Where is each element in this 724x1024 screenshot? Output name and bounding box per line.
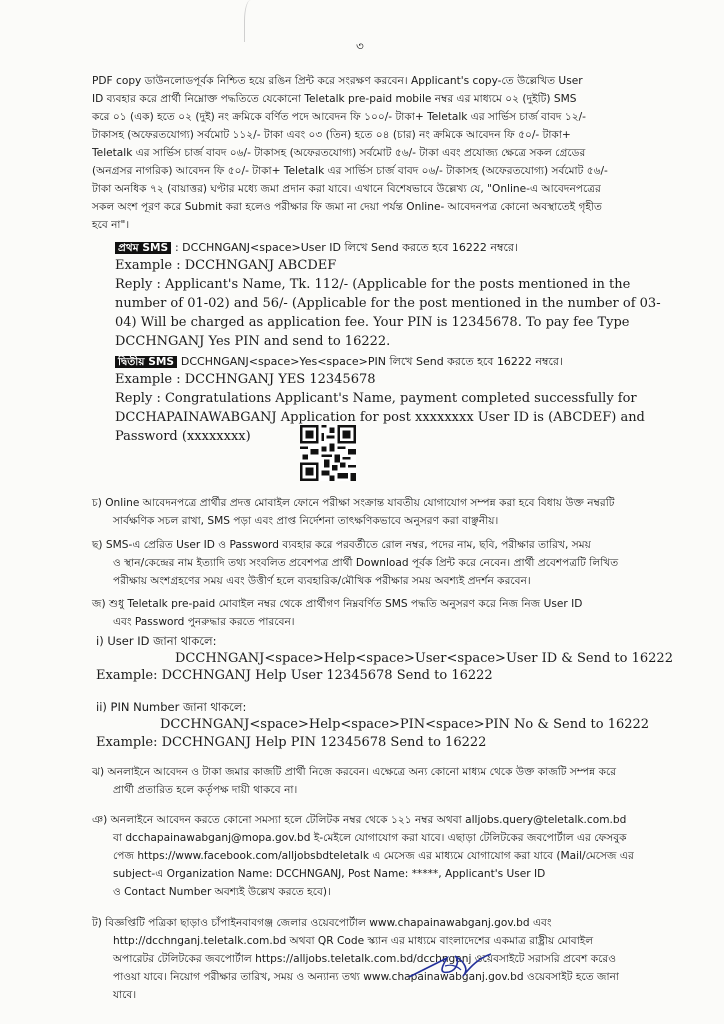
intro-line: PDF copy ডাউনলোডপূর্বক নিশ্চিত হয়ে রঙিন প্রিন্ট করে সংরক্ষণ করবেন। Applicant's copy-তে উল্লেখিত User [92, 75, 583, 87]
recover-uid-heading: i) User ID জানা থাকলে: [96, 634, 217, 648]
item-nya-line: ঞ) অনলাইনে আবেদন করতে কোনো সমস্যা হলে টেলিটক নম্বর থেকে ১২১ নম্বর অথবা alljobs.query@teletalk.com.bd [92, 814, 627, 826]
item-ta-line: যাবে। [113, 989, 137, 1001]
intro-line: Teletalk এর সার্ভিস চার্জ বাবদ ০৬/- টাকাসহ (অফেরতযোগ্য) সর্বমোট ৫৬/- টাকা এবং প্রযোজ্য ক্ষেত্রে সকল গ্রেডের [92, 147, 586, 159]
item-nya-line: subject-এ Organization Name: DCCHNGANJ, Post Name: *****, Applicant's User ID [113, 868, 546, 880]
recover-pin-heading: ii) PIN Number জানা থাকলে: [96, 700, 247, 714]
intro-line: ID ব্যবহার করে প্রার্থী নিম্নোক্ত পদ্ধতিতে যেকোনো Teletalk pre-paid mobile নম্বর এর মাধ্যমে ০২ (দুইটি) SMS [92, 93, 577, 105]
sms2-instruction: DCCHNGANJ<space>Yes<space>PIN লিখে Send করতে হবে 16222 নম্বরে। [180, 355, 563, 368]
item-jha-line: ঝ) অনলাইনে আবেদন ও টাকা জমার কাজটি প্রার্থী নিজে করবেন। এক্ষেত্রে অন্য কোনো মাধ্যম থেকে উক্ত কাজটি সম্পন্ন করে [92, 766, 617, 778]
item-cha-line: চ) Online আবেদনপত্রে প্রার্থীর প্রদত্ত মোবাইল ফোনে পরীক্ষা সংক্রান্ত যাবতীয় যোগাযোগ সম্পন্ন করা হবে বিধায় উক্ত নম্বরটি [92, 497, 615, 509]
item-ta-line: http://dcchnganj.teletalk.com.bd অথবা QR Code স্ক্যান এর মাধ্যমে বাংলাদেশের একমাত্র রাষ্ট্রীয় মোবাইল [113, 935, 594, 947]
item-ta-line: পাওয়া যাবে। নিয়োগ পরীক্ষার তারিখ, সময় ও অন্যান্য তথ্য www.chapainawabganj.gov.bd ওয়েবসাইট হতে জানা [113, 971, 619, 983]
item-nya-line: ও Contact Number অবশ্যই উল্লেখ করতে হবে)। [113, 886, 331, 898]
sms1-tag: প্রথম SMS [115, 242, 171, 254]
intro-line: টাকা অনধিক ৭২ (বায়াত্তর) ঘণ্টার মধ্যে জমা প্রদান করা যাবে। এখানে বিশেষভাবে উল্লেখ্য যে, "Online-এ আবেদনপত্রের [92, 183, 601, 195]
item-nya-line: বা dcchapainawabganj@mopa.gov.bd ই-মেইলে যোগাযোগ করা যাবে। এছাড়া টেলিটকের জবপোর্টাল এর ফেসবুক [113, 832, 627, 844]
sms1-reply-line: number of 01-02) and 56/- (Applicable for the post mentioned in the number of 03- [115, 296, 661, 311]
item-chha-line: ছ) SMS-এ প্রেরিত User ID ও Password ব্যবহার করে পরবর্তীতে রোল নম্বর, পদের নাম, ছবি, পরীক্ষার তারিখ, সময় [92, 539, 591, 551]
item-ja-line: জ) শুধু Teletalk pre-paid মোবাইল নম্বর থেকে প্রার্থীগণ নিম্নবর্ণিত SMS পদ্ধতি অনুসরণ করে নিজ নিজ User ID [92, 598, 583, 610]
item-ta-line: ট) বিজ্ঞপ্তিটি পত্রিকা ছাড়াও চাঁপাইনবাবগঞ্জ জেলার ওয়েবপোর্টাল www.chapainawabganj.gov.bd এবং [92, 917, 552, 929]
item-nya-line: পেজ https://www.facebook.com/alljobsbdteletalk এ মেসেজ এর মাধ্যমে যোগাযোগ করা যাবে (Mail/মেসেজ এর [113, 850, 634, 862]
qr-code-icon [300, 425, 356, 481]
page-fold-mark [244, 0, 257, 42]
intro-line: হবে না"। [92, 219, 130, 231]
item-chha-line: ও স্থান/কেন্দ্রের নাম ইত্যাদি তথ্য সংবলিত প্রবেশপত্র প্রার্থী Download পূর্বক প্রিন্ট করে নেবেন। প্রার্থী প্রবেশপত্রটি লিখিত [113, 557, 619, 569]
page-number: ৩ [356, 39, 364, 53]
recover-pin-example: Example: DCCHNGANJ Help PIN 12345678 Send to 16222 [96, 735, 487, 750]
sms1-reply-line: DCCHNGANJ Yes PIN and send to 16222. [115, 334, 391, 349]
item-chha-line: পরীক্ষায় অংশগ্রহণের সময় এবং উত্তীর্ণ হলে ব্যবহারিক/মৌখিক পরীক্ষার সময় অবশ্যই প্রদর্শন করবেন। [113, 575, 531, 587]
intro-line: (অনগ্রসর নাগরিক) আবেদন ফি ৫০/- টাকা+ Teletalk এর সার্ভিস চার্জ বাবদ ০৬/- টাকাসহ (অফেরতযোগ্য) সর্বমোট ৫৬/- [92, 165, 608, 177]
sms2-reply-line: Reply : Congratulations Applicant's Name, payment completed successfully for [115, 391, 637, 406]
sms2-reply-line: Password (xxxxxxxx) [115, 429, 251, 444]
intro-line: টাকাসহ (অফেরতযোগ্য) সর্বমোট ১১২/- টাকা এবং ০৩ (তিন) হতে ০৪ (চার) নং ক্রমিকে আবেদন ফি ৫০/- টাকা+ [92, 129, 571, 141]
item-ja-line: এবং Password পুনরুদ্ধার করতে পারবেন। [113, 616, 295, 628]
intro-line: সকল অংশ পূরণ করে Submit করা হলেও পরীক্ষার ফি জমা না দেয়া পর্যন্ত Online- আবেদনপত্র কোনো অবস্থাতেই গৃহীত [92, 201, 602, 213]
sms2-tag: দ্বিতীয় SMS [115, 356, 177, 368]
intro-line: করে ০১ (এক) হতে ০২ (দুই) নং ক্রমিকে বর্ণিত পদে আবেদন ফি ১০০/- টাকা+ Teletalk এর সার্ভিস চার্জ বাবদ ১২/- [92, 111, 587, 123]
recover-pin-command: DCCHNGANJ<space>Help<space>PIN<space>PIN No & Send to 16222 [160, 717, 650, 732]
item-ta-line: অপারেটর টেলিটকের জবপোর্টাল https://alljobs.teletalk.com.bd/dcchnganj ওয়েবসাইটে সরাসরি প্রবেশ করেও [113, 953, 617, 965]
sms1-example: Example : DCCHNGANJ ABCDEF [115, 258, 337, 273]
signature-icon [405, 944, 495, 984]
sms1-instruction: : DCCHNGANJ<space>User ID লিখে Send করতে হবে 16222 নম্বরে। [174, 241, 518, 254]
recover-uid-command: DCCHNGANJ<space>Help<space>User<space>User ID & Send to 16222 [175, 651, 673, 666]
sms1-reply-line: 04) Will be charged as application fee. Your PIN is 12345678. To pay fee Type [115, 315, 630, 330]
sms2-reply-line: DCCHAPAINAWABGANJ Application for post xxxxxxxx User ID is (ABCDEF) and [115, 410, 645, 425]
item-jha-line: প্রার্থী প্রতারিত হলে কর্তৃপক্ষ দায়ী থাকবে না। [113, 784, 298, 796]
recover-uid-example: Example: DCCHNGANJ Help User 12345678 Send to 16222 [96, 668, 493, 683]
sms2-example: Example : DCCHNGANJ YES 12345678 [115, 372, 376, 387]
item-cha-line: সার্বক্ষণিক সচল রাখা, SMS পড়া এবং প্রাপ্ত নির্দেশনা তাৎক্ষণিকভাবে অনুসরণ করা বাঞ্ছনীয়। [113, 515, 499, 527]
sms1-reply-line: Reply : Applicant's Name, Tk. 112/- (Applicable for the posts mentioned in the [115, 277, 631, 292]
